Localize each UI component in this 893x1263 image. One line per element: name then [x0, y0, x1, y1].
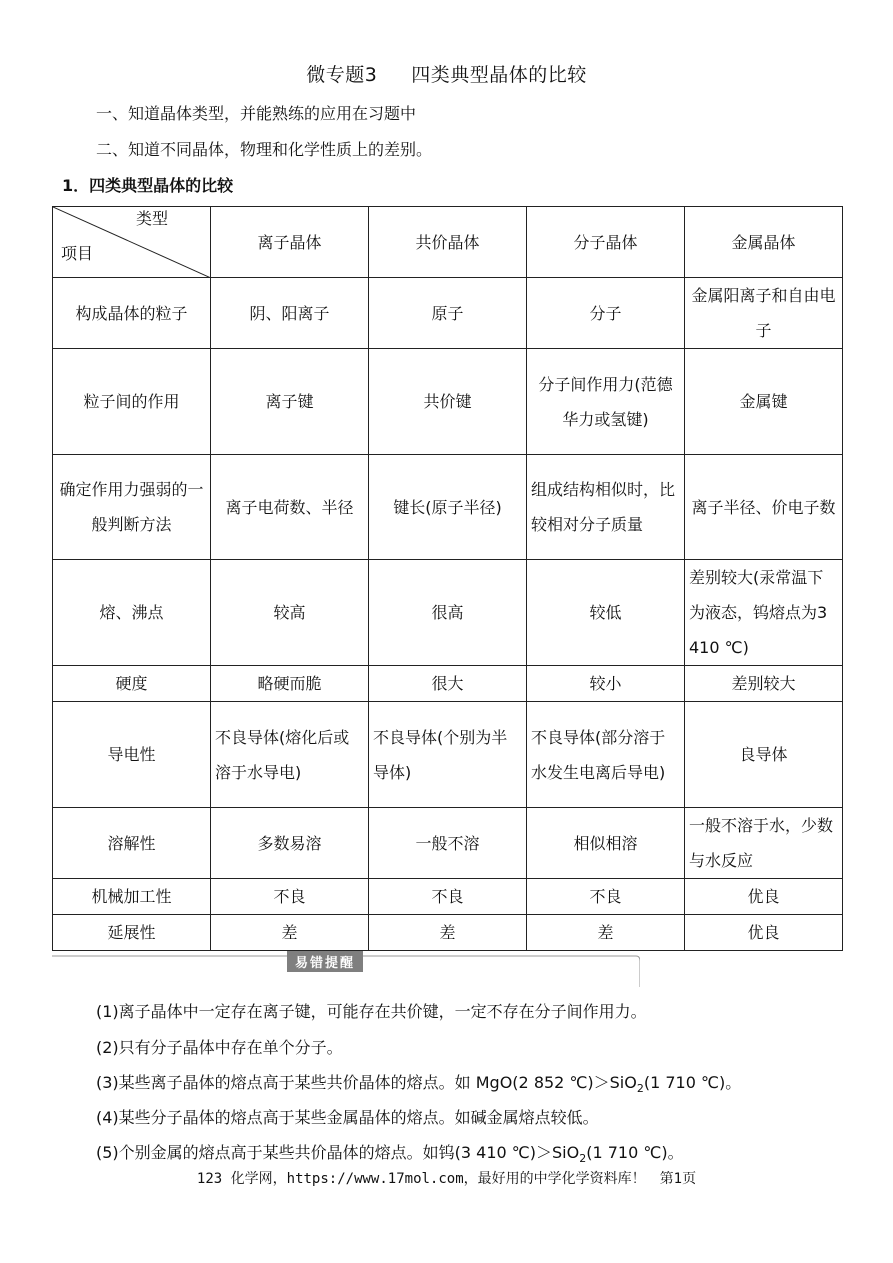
table-cell: 键长(原子半径)	[369, 455, 527, 560]
row-label: 机械加工性	[53, 879, 211, 915]
note-5-subscript: 2	[579, 1152, 587, 1166]
table-cell: 很高	[369, 560, 527, 666]
note-4: (4)某些分子晶体的熔点高于某些金属晶体的熔点。如碱金属熔点较低。	[96, 1108, 599, 1127]
row-label: 延展性	[53, 915, 211, 951]
table-cell: 不良导体(个别为半导体)	[369, 702, 527, 808]
note-5	[96, 1140, 684, 1165]
table-cell: 差别较大(汞常温下为液态，钨熔点为3 410 ℃)	[685, 560, 843, 666]
table-cell: 分子	[527, 278, 685, 349]
table-cell: 差	[211, 915, 369, 951]
table-cell: 组成结构相似时，比较相对分子质量	[527, 455, 685, 560]
row-label: 粒子间的作用	[53, 349, 211, 455]
table-cell: 分子间作用力(范德华力或氢键)	[527, 349, 685, 455]
header-cell: 分子晶体	[527, 207, 685, 278]
table-cell: 离子半径、价电子数	[685, 455, 843, 560]
corner-top-label: 类型	[135, 209, 168, 228]
table-cell: 金属键	[685, 349, 843, 455]
section-heading: 1．四类典型晶体的比较	[62, 176, 234, 195]
note-2: (2)只有分子晶体中存在单个分子。	[96, 1038, 343, 1057]
table-cell: 多数易溶	[211, 808, 369, 879]
row-label: 溶解性	[53, 808, 211, 879]
page-footer: 123 化学网，https://www.17mol.com，最好用的中学化学资料库！ 第1页	[196, 1171, 697, 1187]
table-cell: 离子电荷数、半径	[211, 455, 369, 560]
corner-bottom-label: 项目	[61, 244, 94, 263]
table-cell: 不良	[211, 879, 369, 915]
table-cell: 不良导体(熔化后或溶于水导电)	[211, 702, 369, 808]
table-cell: 略硬而脆	[211, 666, 369, 702]
table-cell: 相似相溶	[527, 808, 685, 879]
table-cell: 一般不溶	[369, 808, 527, 879]
title-part1: 微专题3	[306, 64, 378, 86]
table-cell: 优良	[685, 879, 843, 915]
table-cell: 较低	[527, 560, 685, 666]
note-3-subscript: 2	[636, 1082, 644, 1096]
note-3	[96, 1070, 741, 1095]
row-label: 确定作用力强弱的一般判断方法	[53, 455, 211, 560]
header-cell: 共价晶体	[369, 207, 527, 278]
table-row	[53, 455, 843, 560]
table-row	[53, 915, 843, 951]
table-cell: 较小	[527, 666, 685, 702]
intro-line-1: 一、知道晶体类型，并能熟练的应用在习题中	[96, 104, 417, 123]
row-label: 熔、沸点	[53, 560, 211, 666]
intro-line-2: 二、知道不同晶体，物理和化学性质上的差别。	[96, 140, 433, 159]
table-row	[53, 349, 843, 455]
row-label: 硬度	[53, 666, 211, 702]
title-part2: 四类典型晶体的比较	[411, 64, 587, 86]
table-row	[53, 702, 843, 808]
note-3-text-end: (1 710 ℃)。	[643, 1073, 742, 1092]
note-1: (1)离子晶体中一定存在离子键，可能存在共价键，一定不存在分子间作用力。	[96, 1002, 647, 1021]
table-row	[53, 666, 843, 702]
table-cell: 很大	[369, 666, 527, 702]
header-cell: 离子晶体	[211, 207, 369, 278]
table-cell: 不良	[369, 879, 527, 915]
table-cell: 原子	[369, 278, 527, 349]
table-cell: 较高	[211, 560, 369, 666]
warning-tag: 易错提醒	[287, 951, 363, 972]
table-cell: 差别较大	[685, 666, 843, 702]
row-label: 构成晶体的粒子	[53, 278, 211, 349]
note-3-text: (3)某些离子晶体的熔点高于某些共价晶体的熔点。如 MgO(2 852 ℃)＞SiO	[96, 1073, 637, 1092]
page-title	[0, 60, 893, 87]
table-cell: 良导体	[685, 702, 843, 808]
row-label: 导电性	[53, 702, 211, 808]
table-cell: 一般不溶于水，少数与水反应	[685, 808, 843, 879]
table-cell: 金属阳离子和自由电子	[685, 278, 843, 349]
table-cell: 优良	[685, 915, 843, 951]
note-5-text-end: (1 710 ℃)。	[586, 1143, 684, 1162]
table-header-row	[53, 207, 843, 278]
table-cell: 不良	[527, 879, 685, 915]
table-row	[53, 278, 843, 349]
note-5-text: (5)个别金属的熔点高于某些共价晶体的熔点。如钨(3 410 ℃)＞SiO	[96, 1143, 580, 1162]
table-cell: 差	[369, 915, 527, 951]
table-cell: 共价键	[369, 349, 527, 455]
crystal-comparison-table	[52, 206, 843, 951]
table-cell: 不良导体(部分溶于水发生电离后导电)	[527, 702, 685, 808]
table-row	[53, 879, 843, 915]
table-row	[53, 560, 843, 666]
table-cell: 阴、阳离子	[211, 278, 369, 349]
header-cell: 金属晶体	[685, 207, 843, 278]
corner-cell	[53, 207, 211, 278]
table-cell: 离子键	[211, 349, 369, 455]
table-row	[53, 808, 843, 879]
table-cell: 差	[527, 915, 685, 951]
